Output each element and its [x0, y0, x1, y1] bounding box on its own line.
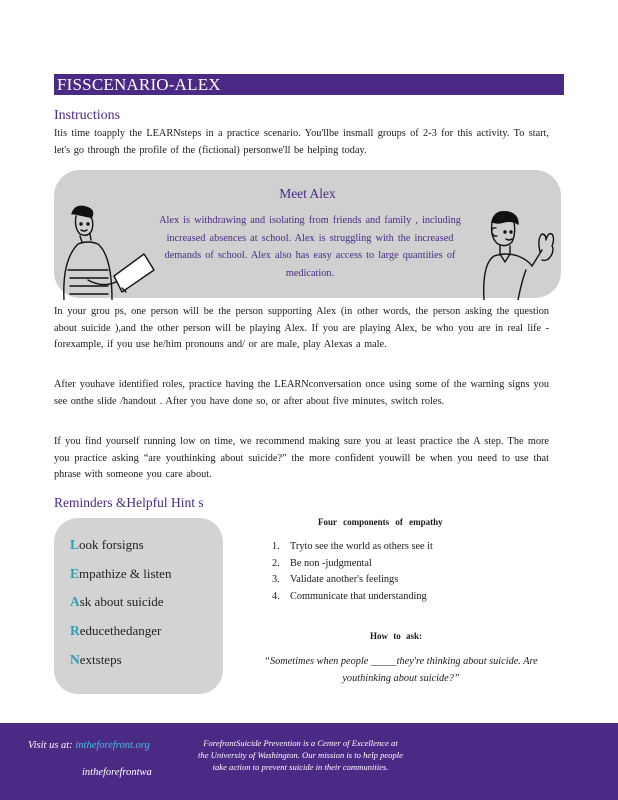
- meet-alex-text: Alex is withdrawing and isolating from friends and family , including increased absences at school. Alex is struggling with the increased demands of school. Alex also has easy access to large quantities of medication.: [159, 215, 461, 279]
- learn-item-look: [70, 537, 144, 553]
- empathy-list: [272, 539, 433, 605]
- visit-label: Visit us at:: [28, 740, 73, 751]
- learn-item-ask: [70, 594, 164, 610]
- time-paragraph: If you find yourself running low on time, we recommend making sure you at least practice the A step. The more you practice asking “are youthinking about suicide?” the more confident youwill be when you need to use that phrase with someone you care about.: [54, 436, 549, 480]
- learn-letter: E: [70, 566, 80, 581]
- footer: [0, 723, 618, 800]
- mission-statement: ForefrontSuicide Prevention is a Center of Excellence at the University of Washington. Our mission is to help people take action to prevent suicide in their communities.: [198, 738, 403, 772]
- learn-text: sk about suicide: [79, 594, 164, 609]
- learn-letter: L: [70, 537, 80, 552]
- groups-paragraph: In your grou ps, one person will be the person supporting Alex (in other words, the person asking the question about suicide ),and the other person will be playing Alex. If you are playing Alex, be who you are in real life -forexample, if you use he/him pronouns and/ or are male, play Alexas a male.: [54, 306, 549, 350]
- learn-letter: R: [70, 623, 80, 638]
- how-to-ask-title: How to ask:: [370, 631, 423, 641]
- instructions-heading: Instructions: [54, 108, 121, 123]
- learn-item-reduce: [70, 623, 161, 639]
- website-link[interactable]: intheforefront.org: [75, 740, 150, 751]
- person-with-laptop-illustration: [58, 200, 156, 300]
- person-waving-illustration: [478, 208, 556, 300]
- learn-letter: N: [70, 652, 80, 667]
- list-item: 3. Validate another's feelings: [272, 574, 399, 586]
- instructions-text: Itis time toapply the LEARNsteps in a practice scenario. You'llbe insmall groups of 2-3 for this activity. To start, let's go through the profile of the (fictional) personwe'll be helping today.: [54, 128, 549, 156]
- empathy-title: Four components of empathy: [318, 517, 443, 527]
- reminders-heading: Reminders &Helpful Hint s: [54, 495, 204, 510]
- learn-item-next: [70, 652, 122, 668]
- how-to-ask-quote: “Sometimes when people _____they're thinking about suicide. Are youthinking about suicide?”: [264, 656, 538, 684]
- learn-text: ook forsigns: [79, 537, 144, 552]
- learn-text: extsteps: [79, 652, 122, 667]
- meet-alex-title: Meet Alex: [279, 186, 336, 201]
- list-item: 4. Communicate that understanding: [272, 590, 427, 602]
- roles-paragraph: After youhave identified roles, practice having the LEARNconversation once using some of the warning signs you see onthe slide /handout . After you have done so, or after about five minutes, switch roles.: [54, 379, 549, 407]
- page-title: FISSCENARIO-ALEX: [54, 74, 564, 95]
- list-item: 1. Tryto see the world as others see it: [272, 541, 433, 552]
- learn-letter: A: [70, 594, 80, 609]
- visit-line: [28, 740, 150, 751]
- social-handle: intheforefrontwa: [82, 767, 152, 778]
- list-item: 2. Be non -judgmental: [272, 557, 372, 569]
- learn-text: educethedanger: [79, 623, 162, 638]
- learn-steps-box: [54, 518, 223, 694]
- learn-text: mpathize & listen: [79, 566, 172, 581]
- learn-item-empathize: [70, 566, 171, 582]
